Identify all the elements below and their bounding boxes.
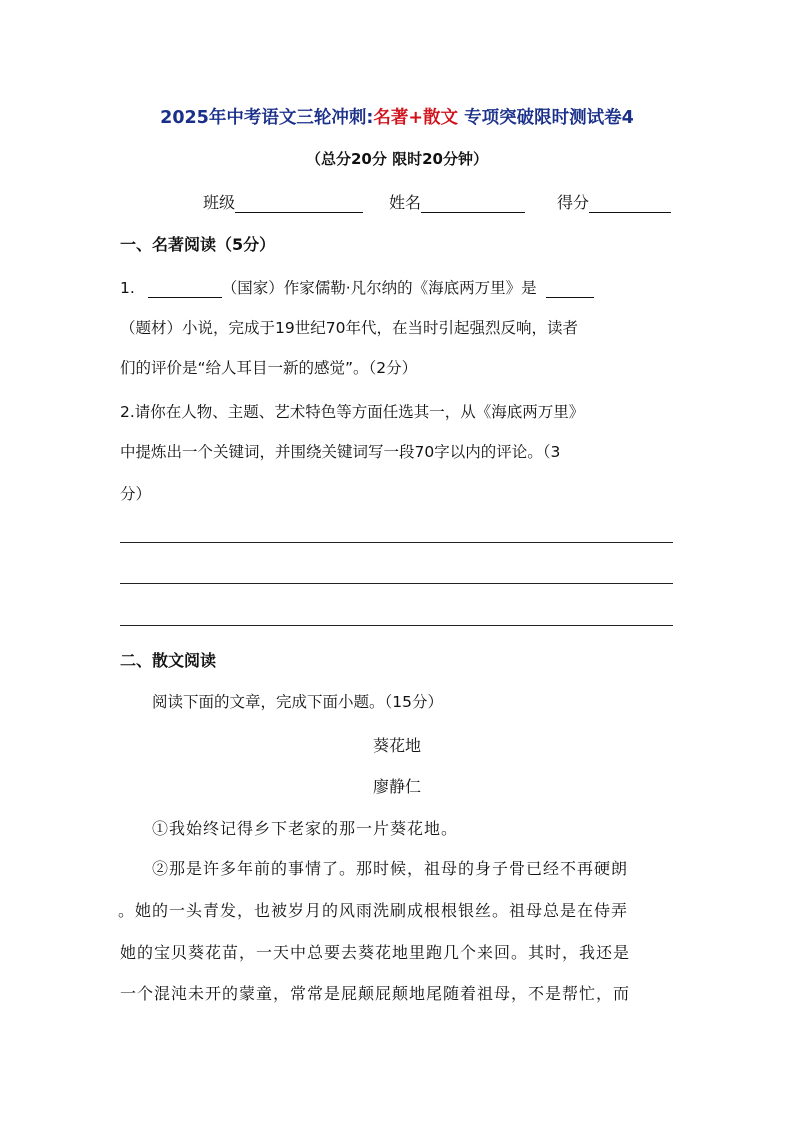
section2-instruction: 阅读下面的文章，完成下面小题。（15分） bbox=[152, 693, 443, 711]
section1-heading: 一、名著阅读（5分） bbox=[120, 235, 276, 254]
title-prefix: 2025年中考语文三轮冲刺: bbox=[160, 108, 374, 128]
essay-title: 葵花地 bbox=[372, 736, 421, 755]
title-suffix: 专项突破限时测试卷4 bbox=[458, 108, 634, 128]
q2-line1: 2.请你在人物、主题、艺术特色等方面任选其一，从《海底两万里》 bbox=[120, 403, 585, 421]
score-label: 得分 bbox=[557, 193, 590, 212]
q1-line1 bbox=[120, 276, 594, 298]
class-field[interactable] bbox=[203, 190, 363, 213]
essay-paragraph: ①我始终记得乡下老家的那一片葵花地。 bbox=[152, 819, 459, 838]
q1-blank-genre[interactable] bbox=[546, 279, 594, 298]
answer-line[interactable] bbox=[120, 542, 673, 543]
essay-paragraph: ②那是许多年前的事情了。那时候，祖母的身子骨已经不再硬朗 bbox=[152, 859, 629, 878]
q2-line2: 中提炼出一个关键词，并围绕关键词写一段70字以内的评论。（3 bbox=[120, 443, 561, 461]
score-blank[interactable] bbox=[589, 194, 671, 213]
q1-line2: （题材）小说，完成于19世纪70年代，在当时引起强烈反响，读者 bbox=[120, 319, 578, 337]
essay-paragraph: 一个混沌未开的蒙童，常常是屁颠屁颠地尾随着祖母，不是帮忙，而 bbox=[120, 984, 631, 1003]
score-field[interactable] bbox=[557, 190, 671, 213]
answer-line[interactable] bbox=[120, 625, 673, 626]
q1-line3: 们的评价是“给人耳目一新的感觉”。（2分） bbox=[120, 359, 418, 377]
q2-line3: 分） bbox=[120, 485, 152, 503]
name-field[interactable] bbox=[389, 190, 525, 213]
class-label: 班级 bbox=[203, 193, 236, 212]
page-subtitle: （总分20分 限时20分钟） bbox=[306, 150, 488, 168]
essay-paragraph: 。她的一头青发，也被岁月的风雨洗刷成根根银丝。祖母总是在侍弄 bbox=[118, 901, 629, 920]
class-blank[interactable] bbox=[235, 194, 363, 213]
essay-author: 廖静仁 bbox=[372, 777, 421, 796]
q1-part1: （国家）作家儒勒·凡尔纳的《海底两万里》是 bbox=[221, 279, 537, 297]
section2-heading: 二、散文阅读 bbox=[120, 651, 217, 670]
q1-number: 1. bbox=[120, 279, 135, 297]
q1-blank-country[interactable] bbox=[148, 279, 222, 298]
essay-paragraph: 她的宝贝葵花苗，一天中总要去葵花地里跑几个来回。其时，我还是 bbox=[120, 943, 631, 962]
title-highlight: 名著+散文 bbox=[373, 108, 459, 128]
answer-line[interactable] bbox=[120, 583, 673, 584]
name-blank[interactable] bbox=[421, 194, 525, 213]
name-label: 姓名 bbox=[389, 193, 422, 212]
page-title bbox=[0, 104, 794, 129]
